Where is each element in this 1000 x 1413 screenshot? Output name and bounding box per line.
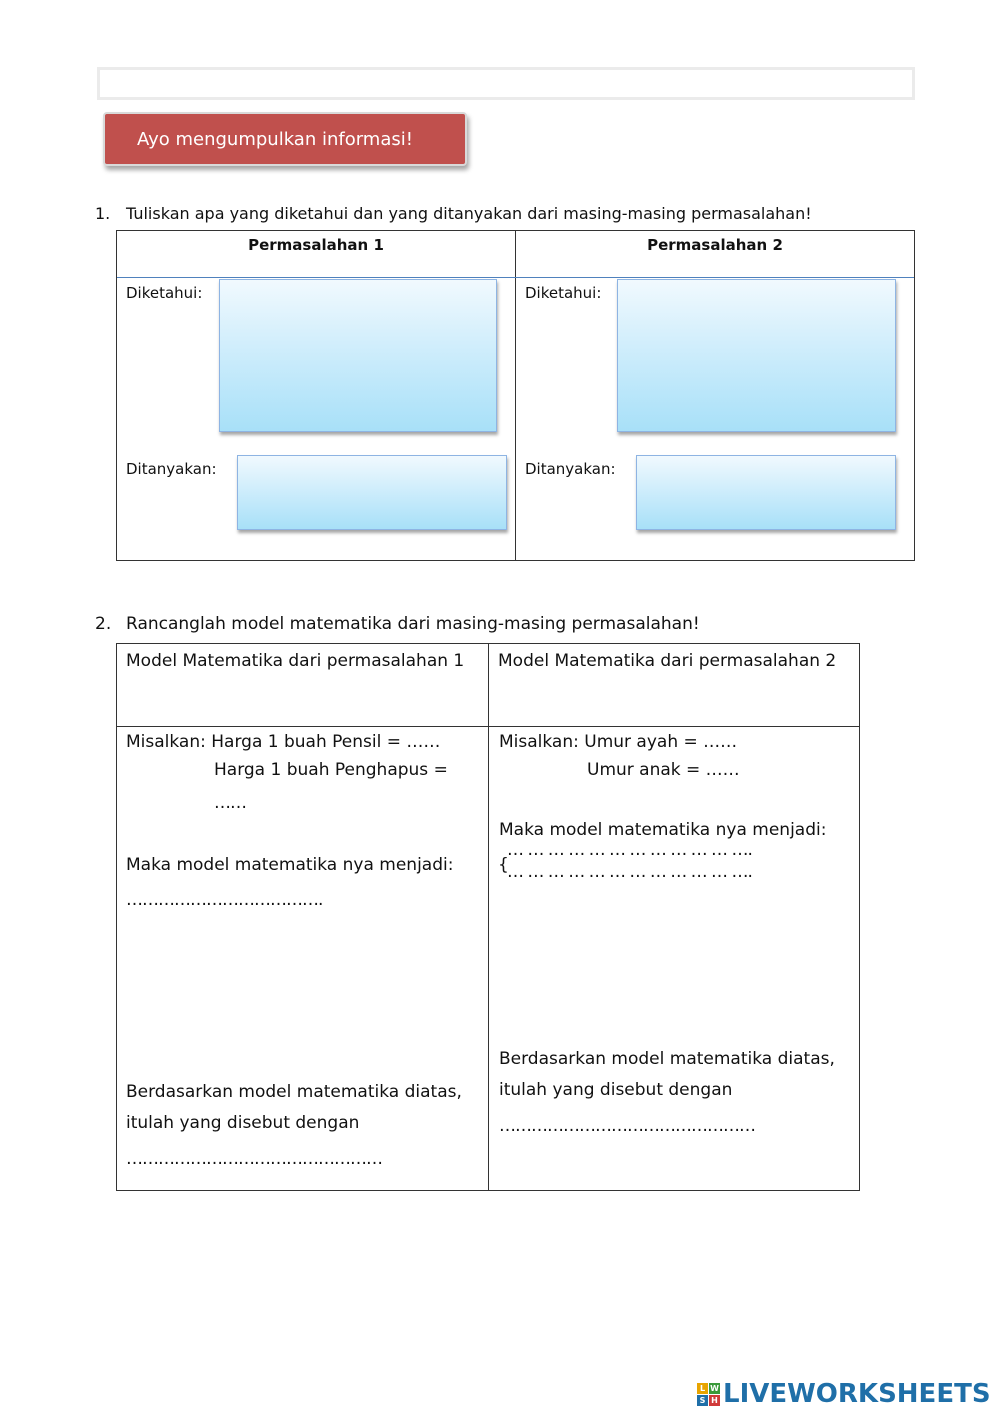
logo-letter: L xyxy=(697,1383,708,1394)
system-brace: { xyxy=(498,855,509,875)
asked-label-2: Ditanyakan: xyxy=(525,460,616,478)
let-pencil-price: Misalkan: Harga 1 buah Pensil = …… xyxy=(126,732,441,752)
header-divider xyxy=(117,277,914,278)
header-model-1: Model Matematika dari permasalahan 1 xyxy=(126,651,465,671)
conclusion-blank-1: ………………………………………… xyxy=(126,1149,382,1169)
question-2-text: Rancanglah model matematika dari masing-masing permasalahan! xyxy=(126,614,700,634)
conclusion-blank-2: ………………………………………… xyxy=(499,1116,755,1136)
question-1-text: Tuliskan apa yang diketahui dan yang ditanyakan dari masing-masing permasalahan! xyxy=(126,204,812,223)
table-known-asked xyxy=(116,230,915,561)
logo-letter: H xyxy=(709,1395,720,1406)
let-father-age: Misalkan: Umur ayah = …… xyxy=(499,732,738,752)
model-label-1: Maka model matematika nya menjadi: xyxy=(126,855,454,875)
known-answer-box-1[interactable] xyxy=(219,279,497,432)
table-math-model xyxy=(116,643,860,1191)
asked-answer-box-1[interactable] xyxy=(237,455,507,530)
equation-blank-2: … … … … … … … … … … … …. xyxy=(507,862,752,882)
table-divider xyxy=(515,231,516,560)
header-problem-2: Permasalahan 2 xyxy=(647,236,783,254)
question-2 xyxy=(95,614,700,634)
let-child-age: Umur anak = …… xyxy=(587,760,740,780)
question-2-number: 2. xyxy=(95,614,112,634)
model-blank-1: ………………………………. xyxy=(126,890,323,910)
asked-answer-box-2[interactable] xyxy=(636,455,896,530)
question-1-number: 1. xyxy=(95,204,111,223)
header-model-2: Model Matematika dari permasalahan 2 xyxy=(498,651,837,671)
model-label-2: Maka model matematika nya menjadi: xyxy=(499,820,827,840)
equation-blank-1: … … … … … … … … … … … …. xyxy=(507,840,752,860)
asked-label-1: Ditanyakan: xyxy=(126,460,217,478)
known-label-1: Diketahui: xyxy=(126,284,203,302)
known-label-2: Diketahui: xyxy=(525,284,602,302)
liveworksheets-logo xyxy=(697,1378,991,1410)
let-eraser-price: Harga 1 buah Penghapus = xyxy=(214,760,448,780)
section-banner: Ayo mengumpulkan informasi! xyxy=(103,112,467,166)
known-answer-box-2[interactable] xyxy=(617,279,896,432)
top-blank-field[interactable] xyxy=(97,67,915,100)
eraser-price-blank: …… xyxy=(214,793,246,813)
logo-letter: W xyxy=(710,1383,719,1393)
conclusion-2: Berdasarkan model matematika diatas, itulah yang disebut dengan xyxy=(499,1049,835,1100)
logo-text: LIVEWORKSHEETS xyxy=(723,1379,991,1409)
logo-letter: S xyxy=(697,1395,708,1406)
question-1 xyxy=(95,204,812,223)
logo-icon xyxy=(697,1383,720,1406)
header-problem-1: Permasalahan 1 xyxy=(248,236,384,254)
conclusion-1: Berdasarkan model matematika diatas, itulah yang disebut dengan xyxy=(126,1082,462,1133)
